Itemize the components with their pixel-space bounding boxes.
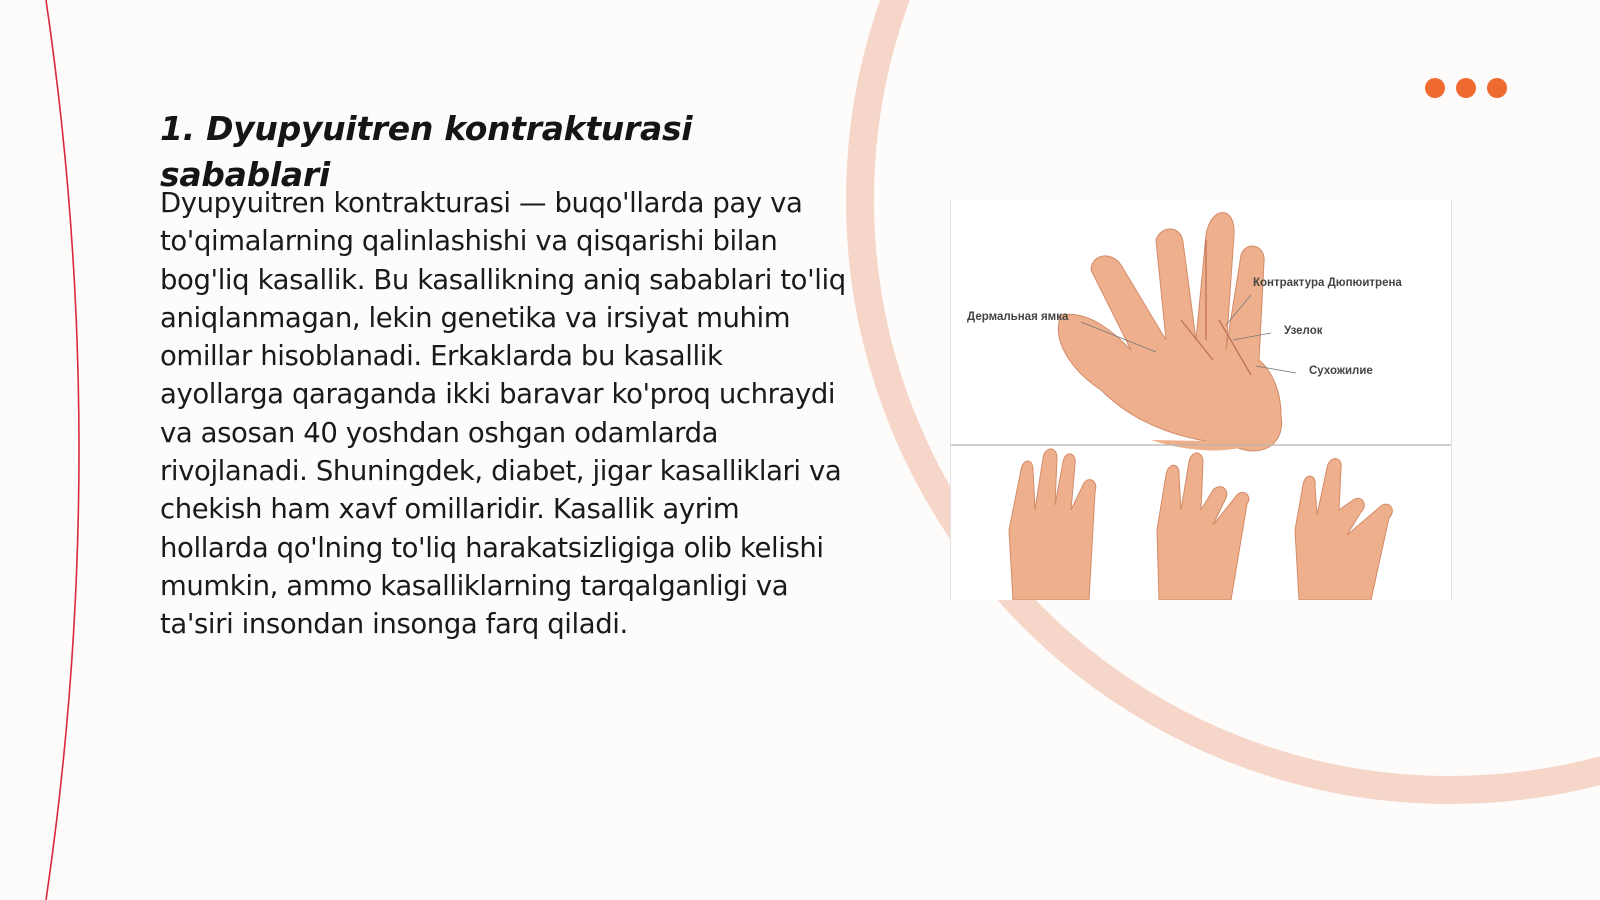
label-cord: Сухожилие [1309, 365, 1373, 377]
hand-illustration [950, 200, 1452, 600]
dot [1487, 78, 1507, 98]
label-contracture: Контрактура Дюпюитрена [1253, 277, 1402, 289]
left-accent-line [46, 0, 79, 900]
slide-title: 1. Dyupyuitren kontrakturasi sabablari [160, 109, 693, 194]
dot [1425, 78, 1445, 98]
main-hand-illustration [1058, 213, 1281, 451]
label-nodule: Узелок [1284, 325, 1323, 337]
slide-body-text: Dyupyuitren kontrakturasi — buqo'llarda pay va to'qimalarning qalinlashishi va qisqarishi bilan bog'liq kasallik. Bu kasallikning aniq sabablari to'liq aniqlanmagan, lekin genetika va irsiyat muhim omillar hisoblanadi. Erkaklarda bu kasallik ayollarga qaraganda ikki baravar ko'proq uchraydi va asosan 40 yoshdan oshgan odamlarda rivojlanadi. Shuningdek, diabet, jigar kasalliklari va chekish ham xavf omillaridir. Kasallik ayrim hollarda qo'lning to'liq harakatsizligiga olib kelishi mumkin, ammo kasalliklarning tarqalganligi va ta'siri insondan insonga farq qiladi. [160, 187, 846, 641]
dot [1456, 78, 1476, 98]
stage-hands [1009, 449, 1392, 600]
label-dermal-pit: Дермальная ямка [967, 311, 1069, 323]
dots-icon [1425, 78, 1507, 98]
hand-drawing [951, 200, 1451, 600]
